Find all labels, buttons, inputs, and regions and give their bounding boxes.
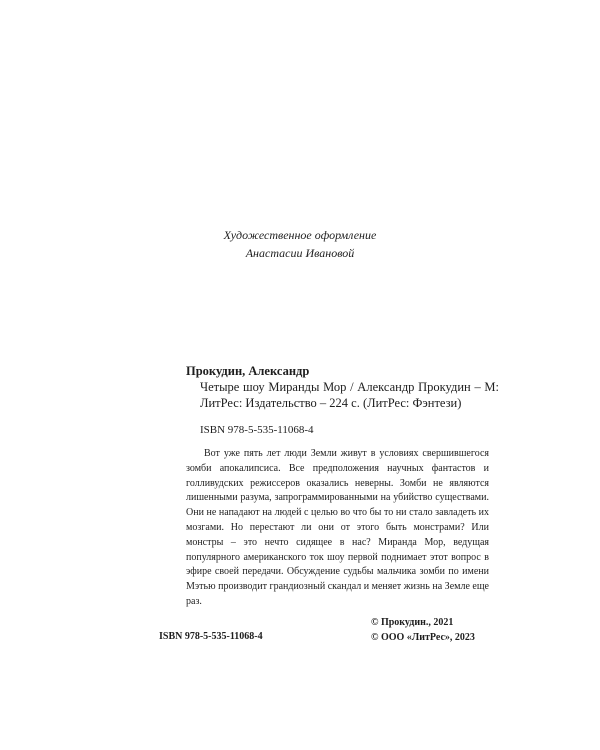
bibliographic-record — [186, 363, 499, 610]
copyright-publisher: © ООО «ЛитРес», 2023 — [371, 631, 475, 643]
record-title-description: Четыре шоу Миранды Мор / Александр Прокудин – М: ЛитРес: Издательство – 224 с. (ЛитРес: Фэнтези) — [200, 380, 499, 410]
footer-isbn: ISBN 978-5-535-11068-4 — [159, 631, 263, 642]
record-author: Прокудин, Александр — [186, 364, 310, 378]
credit-line-name: Анастасии Ивановой — [245, 246, 355, 260]
copyright-block — [371, 616, 475, 645]
copyright-author: © Прокудин., 2021 — [371, 617, 454, 628]
record-isbn: ISBN 978-5-535-11068-4 — [200, 424, 314, 436]
credit-line-role: Художественное оформление — [223, 228, 377, 242]
book-annotation: Вот уже пять лет люди Земли живут в условиях свершившегося зомби апокалипсиса. Все предположения научных фантастов и голливудских режиссеров оказались неверны. Зомби не являются лишенными разума, запрограммированными на убийство существами. Они не нападают на людей с целью во что бы то ни стало завладеть их мозгами. Но перестают ли они от этого быть монстрами? Или монстры – это нечто сидящее в нас? Миранда Мор, ведущая популярного американского ток шоу первой поднимает этот вопрос в эфире своей передачи. Обсуждение судьбы мальчика зомби по имени Мэтью производит грандиозный скандал и меняет жизнь на Земле еще раз. — [186, 448, 489, 607]
design-credit — [0, 226, 600, 262]
